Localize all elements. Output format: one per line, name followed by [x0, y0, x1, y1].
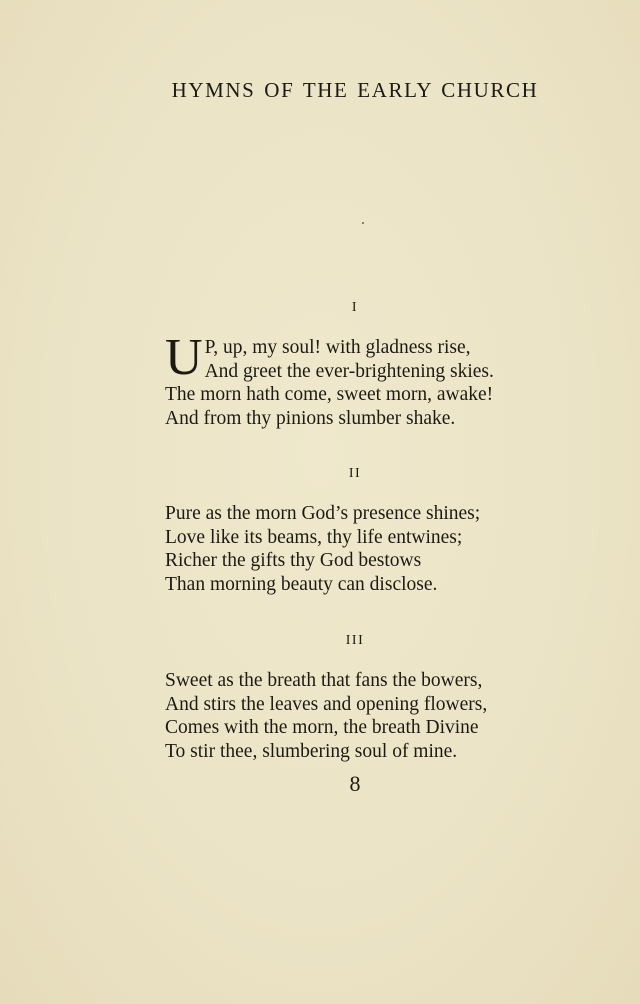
drop-cap: U — [165, 329, 203, 386]
stanza-number: I — [351, 300, 359, 315]
stanza-number: II — [348, 466, 362, 481]
verse-line: Than morning beauty can disclose. — [165, 574, 438, 596]
stanza — [165, 669, 605, 764]
stanza — [165, 502, 605, 597]
verse-line: The morn hath come, sweet morn, awake! — [165, 384, 494, 406]
verse-line: And stirs the leaves and opening flowers, — [165, 693, 488, 715]
verse-line: P, up, my soul! with gladness rise, — [204, 337, 471, 358]
verse-line: Sweet as the breath that fans the bowers, — [165, 670, 483, 691]
verse-line: And from thy pinions slumber shake. — [165, 408, 456, 430]
running-head: HYMNS OF THE EARLY CHURCH — [171, 78, 539, 102]
stanza — [165, 329, 605, 431]
verse-line: Richer the gifts thy God bestows — [165, 550, 422, 572]
verse-line: Love like its beams, thy life entwines; — [165, 526, 463, 548]
verse-line: Comes with the morn, the breath Divine — [165, 717, 479, 739]
stanza-number: III — [345, 633, 365, 648]
verse-line: To stir thee, slumbering soul of mine. — [165, 741, 458, 763]
paper-speck — [362, 222, 364, 224]
verse-line: And greet the ever-brightening skies. — [204, 360, 494, 382]
verse-line: Pure as the morn God’s presence shines; — [165, 503, 481, 524]
page-number: 8 — [349, 771, 361, 796]
